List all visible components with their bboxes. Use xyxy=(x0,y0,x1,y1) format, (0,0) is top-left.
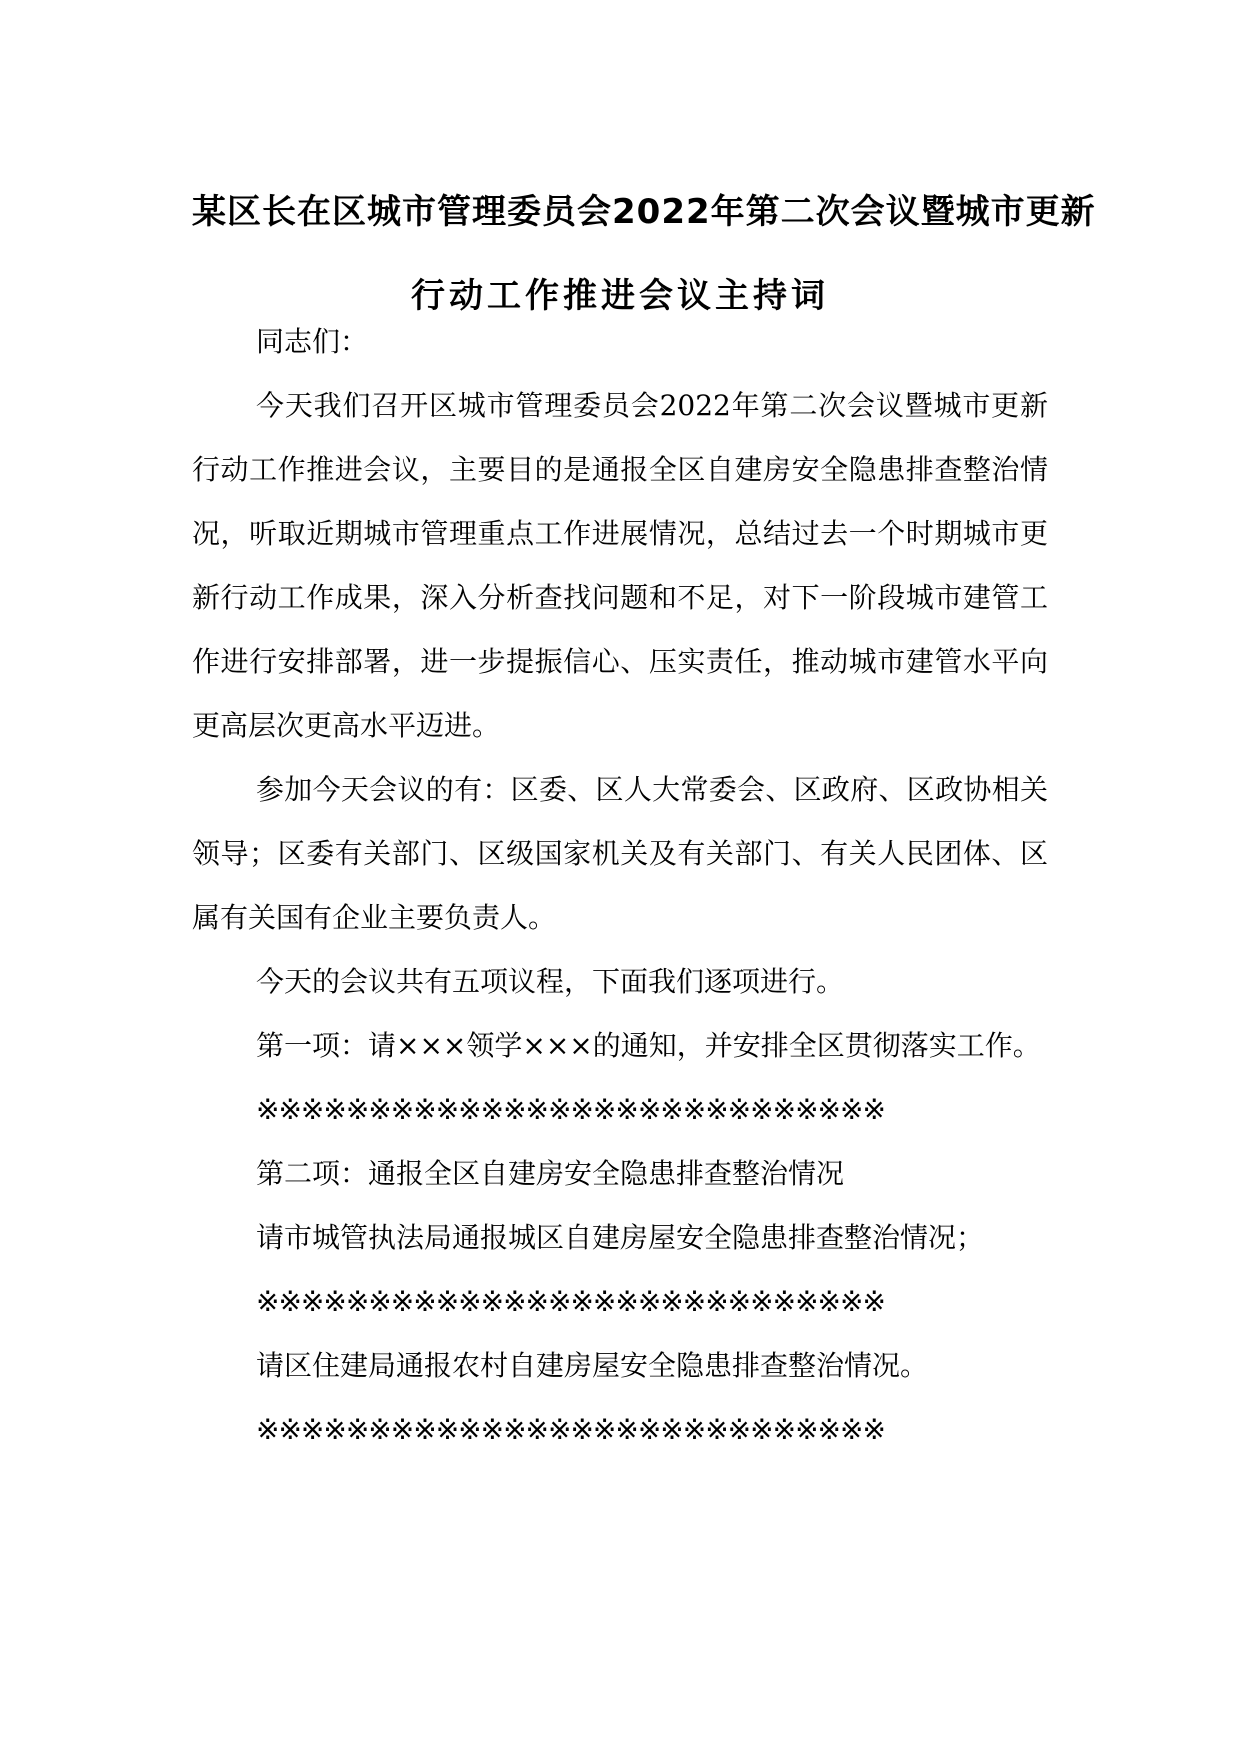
item-2-line-1: 请市城管执法局通报城区自建房屋安全隐患排查整治情况； xyxy=(256,1221,985,1254)
paragraph-agenda: 今天的会议共有五项议程，下面我们逐项进行。 xyxy=(256,965,845,998)
paragraph-intro: 今天我们召开区城市管理委员会2022年第二次会议暨城市更新行动工作推进会议，主要目的是通报全区自建房安全隐患排查整治情况，听取近期城市管理重点工作进展情况，总结过去一个时期城市更新行动工作成果，深入分析查找问题和不足，对下一阶段城市建管工作进行安排部署，进一步提振信心、压实责任，推动城市建管水平向更高层次更高水平迈进。 xyxy=(192,389,1048,742)
document-body xyxy=(192,310,1048,1462)
paragraph-item-1: 第一项：请×××领学×××的通知，并安排全区贯彻落实工作。 xyxy=(256,1029,1041,1062)
item-2-heading: 第二项：通报全区自建房安全隐患排查整治情况 xyxy=(256,1157,845,1190)
separator-line: ※※※※※※※※※※※※※※※※※※※※※※※※※※※※ xyxy=(256,1093,885,1126)
document-title-line-2: 行动工作推进会议主持词 xyxy=(411,276,829,316)
item-2-line-2: 请区住建局通报农村自建房屋安全隐患排查整治情况。 xyxy=(256,1349,929,1382)
separator-line: ※※※※※※※※※※※※※※※※※※※※※※※※※※※※ xyxy=(256,1413,885,1446)
document-title-line-1: 某区长在区城市管理委员会2022年第二次会议暨城市更新 xyxy=(192,192,1096,232)
separator-line: ※※※※※※※※※※※※※※※※※※※※※※※※※※※※ xyxy=(256,1285,885,1318)
paragraph-attendees: 参加今天会议的有：区委、区人大常委会、区政府、区政协相关领导；区委有关部门、区级国家机关及有关部门、有关人民团体、区属有关国有企业主要负责人。 xyxy=(192,773,1048,934)
greeting: 同志们： xyxy=(256,325,369,358)
